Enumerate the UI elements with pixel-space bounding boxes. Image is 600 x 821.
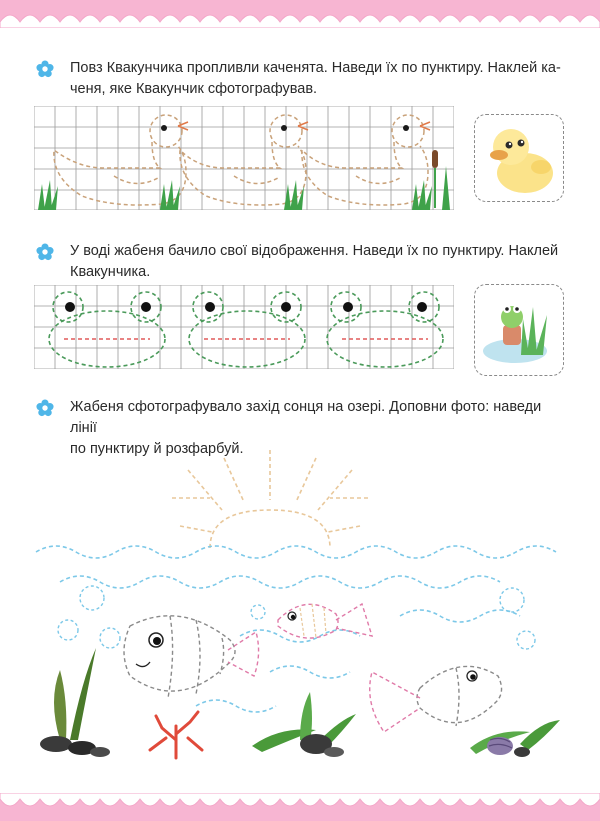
frog-tracing-grid[interactable] (34, 285, 454, 369)
frog-face-outline-icon (327, 292, 443, 367)
fish-icon (124, 616, 259, 698)
frog-sticker (475, 285, 563, 375)
sunset-lake-tracing-scene[interactable] (0, 440, 600, 790)
duckling-sticker (475, 115, 563, 201)
duckling-outline-icon (302, 115, 428, 205)
duckling-tracing-grid[interactable] (34, 106, 454, 210)
task-1-instruction: Повз Квакунчика пропливли каченята. Наведи їх по пунктиру. Наклей ка- ченя, яке Квакунчик сфотографував. (70, 60, 561, 97)
bubbles (58, 586, 535, 649)
task-1 (36, 58, 566, 100)
top-decorative-border (0, 0, 600, 28)
bottom-decorative-border (0, 793, 600, 821)
seaweed-middle (252, 692, 356, 757)
task-3-instruction: Жабеня сфотографувало захід сонця на озері. Доповни фото: наведи лінії по пунктиру й розфарбуй. (70, 399, 542, 457)
task-2-instruction: У воді жабеня бачило свої відображення. Наведи їх по пунктиру. Наклей Квакунчика. (70, 243, 559, 280)
frog-sticker-slot[interactable] (474, 284, 564, 376)
flower-icon (36, 60, 54, 78)
task-2 (36, 241, 566, 283)
seaweed-left (40, 648, 110, 757)
sun-icon (172, 450, 368, 548)
coral-decoration (150, 712, 202, 758)
fish-icon (370, 666, 502, 732)
seaweed-right (470, 720, 560, 757)
fish-icon (278, 604, 372, 638)
flower-icon (36, 243, 54, 261)
duckling-sticker-slot[interactable] (474, 114, 564, 202)
flower-icon (36, 399, 54, 417)
